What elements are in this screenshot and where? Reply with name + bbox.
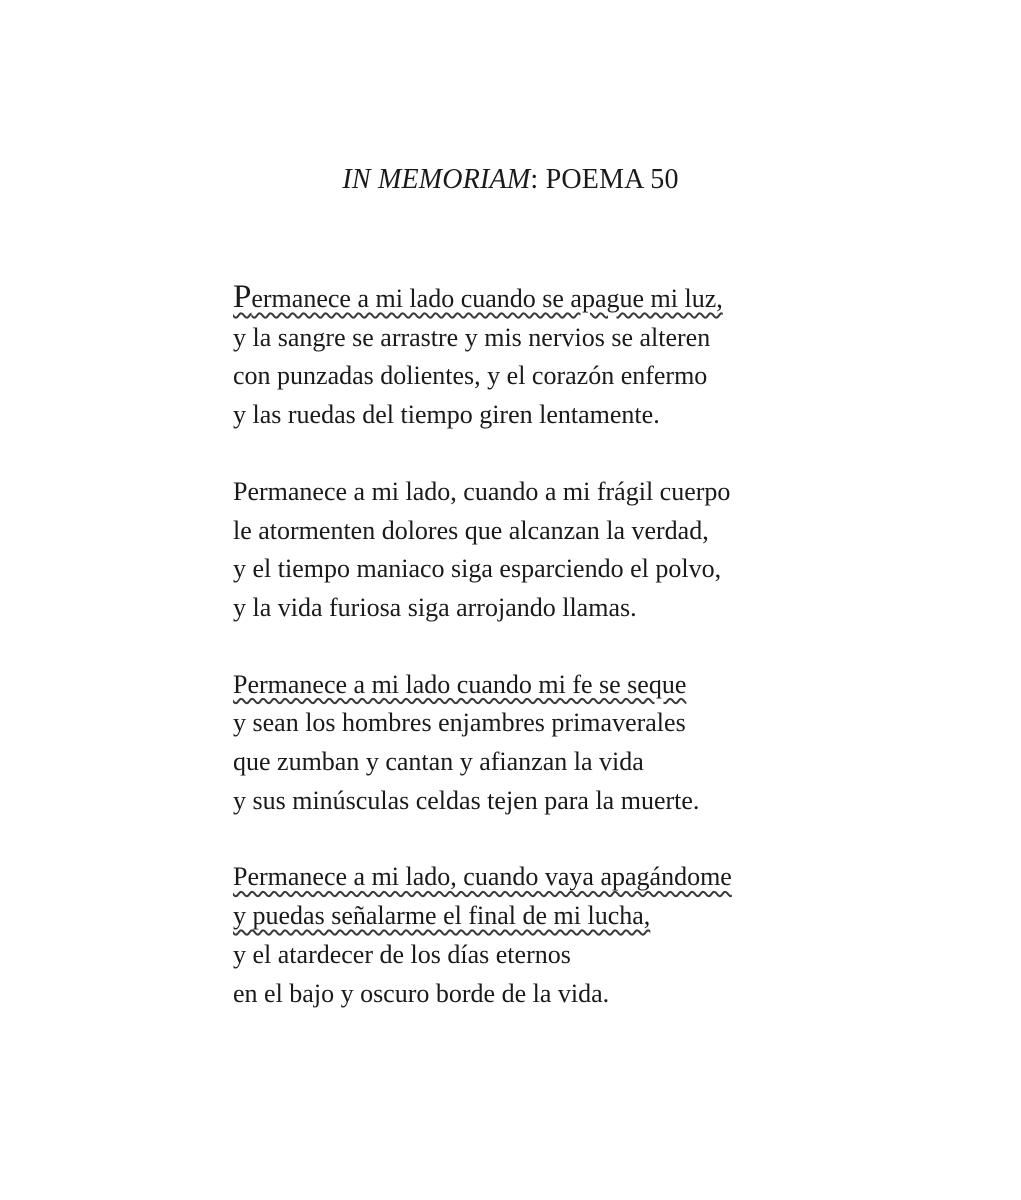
- underlined-text: Permanece a mi lado, cuando vaya apagándome: [233, 862, 732, 892]
- poem-line: y el atardecer de los días eternos: [233, 939, 571, 969]
- stanza-1: [233, 278, 853, 435]
- poem-line: y sus minúsculas celdas tejen para la muerte.: [233, 785, 700, 815]
- poem-body: [233, 278, 853, 1013]
- poem-line: que zumban y cantan y afianzan la vida: [233, 747, 644, 777]
- poem-line: y la sangre se arrastre y mis nervios se alteren: [233, 322, 711, 352]
- poem-line: y el tiempo maniaco siga esparciendo el polvo,: [233, 554, 722, 584]
- poem-line: y la vida furiosa siga arrojando llamas.: [233, 592, 637, 622]
- drop-cap: P: [233, 279, 252, 315]
- poem-line: [233, 897, 853, 936]
- stanza-2: [233, 473, 853, 628]
- title-italic: IN MEMORIAM: [342, 164, 531, 195]
- line-text: ermanece a mi lado cuando se apague mi luz,: [251, 284, 723, 313]
- poem-line: [233, 858, 853, 897]
- stanza-3: [233, 666, 853, 821]
- poem-line: Permanece a mi lado, cuando a mi frágil cuerpo: [233, 476, 731, 506]
- poem-line: [233, 666, 853, 705]
- poem-line: en el bajo y oscuro borde de la vida.: [233, 978, 610, 1008]
- underlined-text: Permanece a mi lado cuando mi fe se seque: [233, 669, 687, 699]
- poem-line: [233, 278, 853, 319]
- poem-line: y las ruedas del tiempo giren lentamente.: [233, 400, 660, 430]
- poem-line: y sean los hombres enjambres primaverales: [233, 708, 686, 738]
- stanza-4: [233, 858, 853, 1013]
- underlined-text: y puedas señalarme el final de mi lucha,: [233, 901, 651, 931]
- poem-line: le atormenten dolores que alcanzan la verdad,: [233, 515, 709, 545]
- poem-title: [0, 164, 1021, 196]
- poem-line: con punzadas dolientes, y el corazón enfermo: [233, 361, 708, 391]
- title-rest: : POEMA 50: [530, 164, 679, 195]
